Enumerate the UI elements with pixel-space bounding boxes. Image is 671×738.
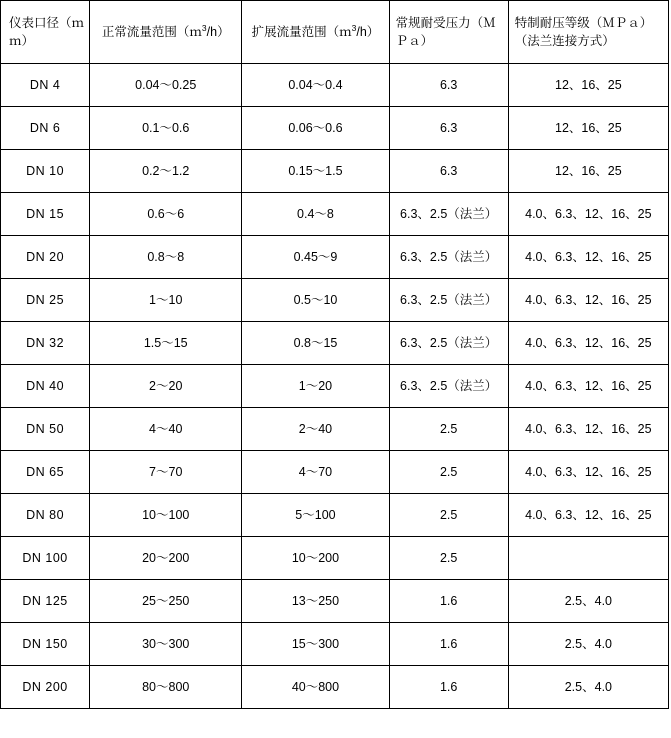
column-header-extended-flow-exponent: 3 <box>351 22 357 33</box>
cell-diameter: DN 32 <box>1 322 90 365</box>
table-row <box>1 365 669 408</box>
cell-value: 4.0、6.3、12、16、25 <box>508 279 668 322</box>
cell-value: 6.3 <box>389 107 508 150</box>
cell-value: 12、16、25 <box>508 64 668 107</box>
table-row <box>1 322 669 365</box>
cell-value: 2.5、4.0 <box>508 666 668 709</box>
table-row <box>1 150 669 193</box>
cell-diameter: DN 125 <box>1 580 90 623</box>
cell-value: 10～200 <box>242 537 389 580</box>
cell-value: 0.15～1.5 <box>242 150 389 193</box>
column-header-special-pressure-line2: 兰连接方式） <box>539 34 615 48</box>
cell-value: 2～20 <box>90 365 242 408</box>
cell-value: 10～100 <box>90 494 242 537</box>
cell-value: 12、16、25 <box>508 150 668 193</box>
cell-value: 30～300 <box>90 623 242 666</box>
cell-value: 1～10 <box>90 279 242 322</box>
cell-diameter: DN 100 <box>1 537 90 580</box>
cell-value: 4.0、6.3、12、16、25 <box>508 408 668 451</box>
cell-value: 6.3 <box>389 150 508 193</box>
table-row <box>1 451 669 494</box>
cell-diameter: DN 40 <box>1 365 90 408</box>
cell-value: 4.0、6.3、12、16、25 <box>508 451 668 494</box>
cell-value: 4～40 <box>90 408 242 451</box>
table-header <box>1 1 669 64</box>
table-row <box>1 494 669 537</box>
cell-value: 0.04～0.4 <box>242 64 389 107</box>
column-header-standard-pressure <box>389 1 508 64</box>
cell-diameter: DN 6 <box>1 107 90 150</box>
cell-value: 1.6 <box>389 623 508 666</box>
cell-value: 0.6～6 <box>90 193 242 236</box>
table-row <box>1 236 669 279</box>
table-body <box>1 64 669 709</box>
cell-value: 2.5 <box>389 494 508 537</box>
cell-diameter: DN 15 <box>1 193 90 236</box>
table-row <box>1 64 669 107</box>
cell-value: 40～800 <box>242 666 389 709</box>
cell-value: 5～100 <box>242 494 389 537</box>
cell-value: 4～70 <box>242 451 389 494</box>
column-header-extended-flow <box>242 1 389 64</box>
cell-value: 6.3、2.5（法兰） <box>389 322 508 365</box>
column-header-special-pressure <box>508 1 668 64</box>
cell-value: 6.3、2.5（法兰） <box>389 365 508 408</box>
column-header-normal-flow-unit: /h） <box>206 24 230 39</box>
cell-value: 4.0、6.3、12、16、25 <box>508 322 668 365</box>
column-header-diameter-line2: ｍ） <box>9 34 35 48</box>
table-header-row <box>1 1 669 64</box>
cell-value: 13～250 <box>242 580 389 623</box>
cell-value: 20～200 <box>90 537 242 580</box>
cell-diameter: DN 80 <box>1 494 90 537</box>
column-header-normal-flow-text: 正常流量范围（ｍ <box>101 24 202 39</box>
table-row <box>1 580 669 623</box>
column-header-extended-flow-unit: /h） <box>356 24 380 39</box>
table-row <box>1 107 669 150</box>
cell-value: 12、16、25 <box>508 107 668 150</box>
cell-value: 0.04～0.25 <box>90 64 242 107</box>
cell-value: 0.4～8 <box>242 193 389 236</box>
cell-value: 0.5～10 <box>242 279 389 322</box>
cell-value: 4.0、6.3、12、16、25 <box>508 193 668 236</box>
cell-value <box>508 537 668 580</box>
cell-value: 15～300 <box>242 623 389 666</box>
cell-value: 2.5 <box>389 537 508 580</box>
cell-diameter: DN 150 <box>1 623 90 666</box>
cell-value: 2.5、4.0 <box>508 623 668 666</box>
cell-value: 0.1～0.6 <box>90 107 242 150</box>
table-row <box>1 537 669 580</box>
column-header-normal-flow-exponent: 3 <box>201 22 207 33</box>
cell-value: 7～70 <box>90 451 242 494</box>
cell-diameter: DN 10 <box>1 150 90 193</box>
cell-value: 0.8～15 <box>242 322 389 365</box>
cell-value: 2.5、4.0 <box>508 580 668 623</box>
column-header-diameter-line1: 仪表口径（ｍ <box>9 15 85 30</box>
cell-value: 6.3 <box>389 64 508 107</box>
cell-value: 2.5 <box>389 408 508 451</box>
cell-value: 0.45～9 <box>242 236 389 279</box>
cell-value: 1.6 <box>389 666 508 709</box>
cell-value: 0.2～1.2 <box>90 150 242 193</box>
cell-value: 1.5～15 <box>90 322 242 365</box>
cell-diameter: DN 65 <box>1 451 90 494</box>
cell-diameter: DN 50 <box>1 408 90 451</box>
table-row <box>1 666 669 709</box>
cell-value: 0.06～0.6 <box>242 107 389 150</box>
column-header-diameter <box>1 1 90 64</box>
cell-value: 2～40 <box>242 408 389 451</box>
cell-diameter: DN 20 <box>1 236 90 279</box>
column-header-standard-pressure-line1: 常规耐受压力（ＭＰ <box>395 15 496 48</box>
cell-value: 80～800 <box>90 666 242 709</box>
table-row <box>1 193 669 236</box>
cell-diameter: DN 25 <box>1 279 90 322</box>
column-header-standard-pressure-line2: ａ） <box>408 34 434 48</box>
cell-value: 1.6 <box>389 580 508 623</box>
cell-value: 2.5 <box>389 451 508 494</box>
cell-value: 4.0、6.3、12、16、25 <box>508 494 668 537</box>
cell-value: 0.8～8 <box>90 236 242 279</box>
cell-value: 25～250 <box>90 580 242 623</box>
table-row <box>1 279 669 322</box>
cell-diameter: DN 4 <box>1 64 90 107</box>
cell-value: 6.3、2.5（法兰） <box>389 279 508 322</box>
column-header-special-pressure-line1: 特制耐压等级（ＭＰａ）（法 <box>514 15 653 48</box>
cell-diameter: DN 200 <box>1 666 90 709</box>
column-header-extended-flow-text: 扩展流量范围（ｍ <box>251 24 352 39</box>
cell-value: 4.0、6.3、12、16、25 <box>508 365 668 408</box>
table-row <box>1 623 669 666</box>
cell-value: 6.3、2.5（法兰） <box>389 193 508 236</box>
table-row <box>1 408 669 451</box>
cell-value: 6.3、2.5（法兰） <box>389 236 508 279</box>
cell-value: 4.0、6.3、12、16、25 <box>508 236 668 279</box>
column-header-normal-flow <box>90 1 242 64</box>
cell-value: 1～20 <box>242 365 389 408</box>
